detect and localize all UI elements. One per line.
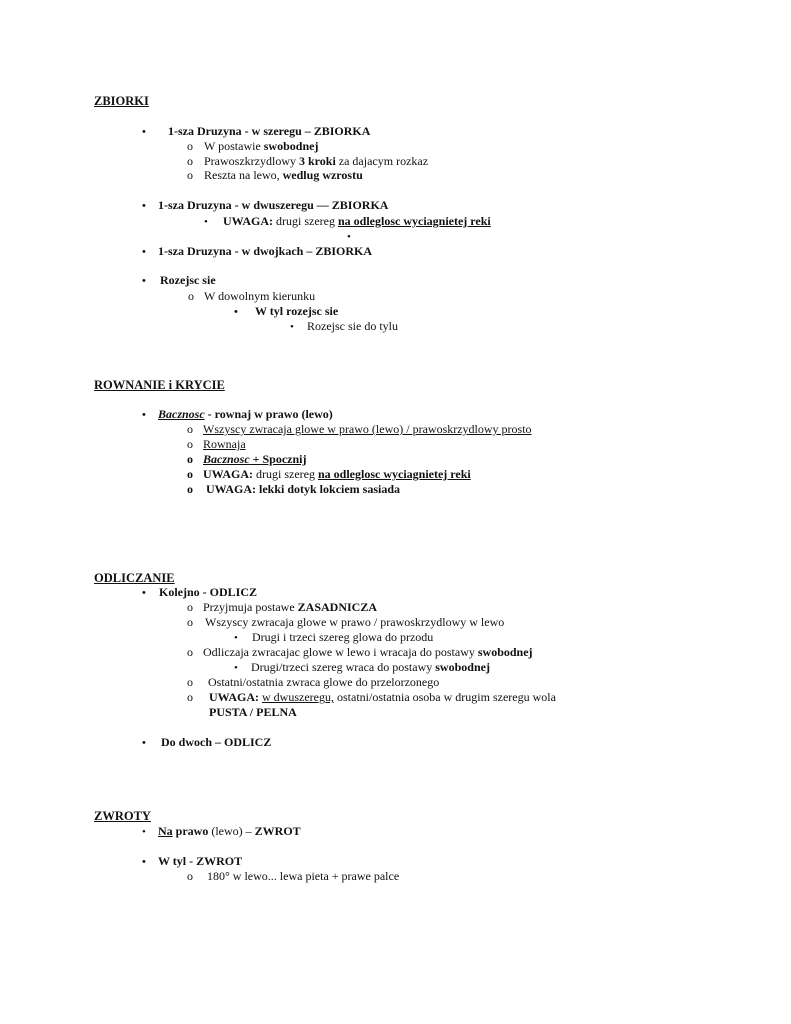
list-item-text: 1-sza Druzyna - w dwuszeregu — ZBIORKA <box>158 198 389 212</box>
list-item-text: 1-sza Druzyna - w szeregu – ZBIORKA <box>168 124 371 138</box>
emphasis-text: na odleglosc wyciagnietej reki <box>337 214 491 228</box>
emphasis-text: prawo <box>172 824 209 838</box>
list-item-text: ostatni/ostatnia osoba w drugim szeregu wola <box>333 690 556 704</box>
list-item-text: Do dwoch – ODLICZ <box>161 735 272 749</box>
list-item <box>142 854 242 869</box>
list-item-text: - rownaj w prawo (lewo) <box>204 407 333 421</box>
circle-marker: o <box>187 154 193 168</box>
emphasis-text: swobodnej <box>477 645 533 659</box>
list-item <box>187 675 439 689</box>
list-item-text: Reszta na lewo, <box>204 168 283 182</box>
list-item <box>142 244 372 259</box>
bullet-marker: • <box>234 662 238 674</box>
list-item <box>187 482 400 496</box>
bullet-marker: • <box>234 306 238 318</box>
section-heading-odliczanie: ODLICZANIE <box>94 571 175 585</box>
list-item-text: W postawie <box>204 139 264 153</box>
list-item <box>142 735 271 750</box>
list-item <box>234 304 338 319</box>
list-item <box>187 452 307 466</box>
emphasis-text: UWAGA: <box>209 690 259 704</box>
emphasis-text: UWAGA: <box>223 214 273 228</box>
list-item-text: drugi szereg <box>273 214 338 228</box>
emphasis-text: UWAGA: <box>203 467 253 481</box>
list-item <box>187 600 377 614</box>
list-item <box>142 824 301 839</box>
list-item-text: Drugi i trzeci szereg glowa do przodu <box>252 630 434 644</box>
list-item <box>187 168 363 182</box>
list-item <box>188 289 315 303</box>
list-item <box>142 198 388 213</box>
list-item-text: drugi szereg <box>253 467 318 481</box>
list-item-text: W tyl - ZWROT <box>158 854 243 868</box>
circle-marker: o <box>188 289 194 303</box>
list-item-text: 1-sza Druzyna - w dwojkach – ZBIORKA <box>158 244 373 258</box>
bullet-marker: • <box>142 826 146 838</box>
list-item <box>142 124 370 139</box>
emphasis-text: Bacznosc <box>158 407 205 421</box>
list-item <box>187 139 318 153</box>
list-item <box>234 630 433 645</box>
circle-marker: o <box>187 600 193 614</box>
bullet-marker: • <box>142 856 146 868</box>
emphasis-text: swobodnej <box>263 139 319 153</box>
emphasis-text: ZWROT <box>254 824 301 838</box>
list-item-text: Kolejno - ODLICZ <box>159 585 258 599</box>
list-item-text: Drugi/trzeci szereg wraca do postawy <box>251 660 436 674</box>
circle-marker: o <box>187 615 193 629</box>
list-item <box>142 273 216 288</box>
list-item <box>187 615 504 629</box>
circle-marker: o <box>187 690 193 704</box>
empty-bullet <box>347 229 351 244</box>
list-item-text: Wszyscy zwracaja glowe w prawo / prawoskrzydlowy w lewo <box>205 615 505 629</box>
list-item-text: Rownaja <box>203 437 246 451</box>
list-item-text: UWAGA: lekki dotyk lokciem sasiada <box>206 482 401 496</box>
list-item-text: Prawoszkrzydlowy <box>204 154 299 168</box>
emphasis-text: swobodnej <box>435 660 490 674</box>
list-item <box>142 585 257 600</box>
circle-marker: o <box>187 467 193 481</box>
section-heading-zwroty: ZWROTY <box>94 809 151 823</box>
list-item-text: W tyl rozejsc sie <box>255 304 339 318</box>
list-item-continuation: PUSTA / PELNA <box>209 705 297 719</box>
bullet-marker: • <box>142 409 146 421</box>
list-item <box>187 422 532 436</box>
circle-marker: o <box>187 452 193 466</box>
bullet-marker: • <box>142 126 146 138</box>
list-item-text: (lewo) – <box>208 824 255 838</box>
list-item <box>204 214 491 229</box>
list-item-text: w dwuszeregu, <box>262 690 334 704</box>
emphasis-text: na odleglosc wyciagnietej reki <box>317 467 471 481</box>
circle-marker: o <box>187 168 193 182</box>
bullet-marker: • <box>142 246 146 258</box>
list-item <box>187 869 399 883</box>
list-item-text: + Spocznij <box>249 452 307 466</box>
circle-marker: o <box>187 139 193 153</box>
list-item <box>187 154 428 168</box>
circle-marker: o <box>187 645 193 659</box>
list-item-text: Wszyscy zwracaja glowe w prawo (lewo) / prawoskrzydlowy prosto <box>203 422 532 436</box>
bullet-marker: • <box>347 231 351 243</box>
section-heading-zbiorki: ZBIORKI <box>94 94 149 108</box>
emphasis-text: Na <box>158 824 173 838</box>
list-item-text: za dajacym rozkaz <box>335 154 429 168</box>
list-item <box>187 690 556 704</box>
circle-marker: o <box>187 675 193 689</box>
list-item <box>234 660 490 675</box>
bullet-marker: • <box>204 216 208 228</box>
bullet-marker: • <box>142 587 146 599</box>
list-item <box>290 319 398 334</box>
list-item <box>142 407 333 422</box>
list-item-text: Odliczaja zwracajac glowe w lewo i wracaja do postawy <box>203 645 478 659</box>
circle-marker: o <box>187 869 193 883</box>
emphasis-text: ZASADNICZA <box>297 600 378 614</box>
bullet-marker: • <box>142 737 146 749</box>
list-item <box>187 437 246 451</box>
section-heading-rownanie: ROWNANIE i KRYCIE <box>94 378 225 392</box>
circle-marker: o <box>187 437 193 451</box>
circle-marker: o <box>187 482 193 496</box>
list-item <box>187 467 471 481</box>
list-item-text: Rozejsc sie do tylu <box>307 319 398 333</box>
list-item-text: Rozejsc sie <box>160 273 216 287</box>
list-item-text: Przyjmuja postawe <box>203 600 298 614</box>
list-item-text: Ostatni/ostatnia zwraca glowe do przelorzonego <box>208 675 440 689</box>
bullet-marker: • <box>290 321 294 333</box>
emphasis-text: 3 kroki <box>298 154 336 168</box>
list-item <box>187 645 533 659</box>
list-item-text: 180° w lewo... lewa pieta + prawe palce <box>207 869 400 883</box>
emphasis-text: Bacznosc <box>203 452 250 466</box>
list-item-text: W dowolnym kierunku <box>204 289 316 303</box>
bullet-marker: • <box>234 632 238 644</box>
emphasis-text: wedlug wzrostu <box>282 168 363 182</box>
bullet-marker: • <box>142 275 146 287</box>
bullet-marker: • <box>142 200 146 212</box>
circle-marker: o <box>187 422 193 436</box>
